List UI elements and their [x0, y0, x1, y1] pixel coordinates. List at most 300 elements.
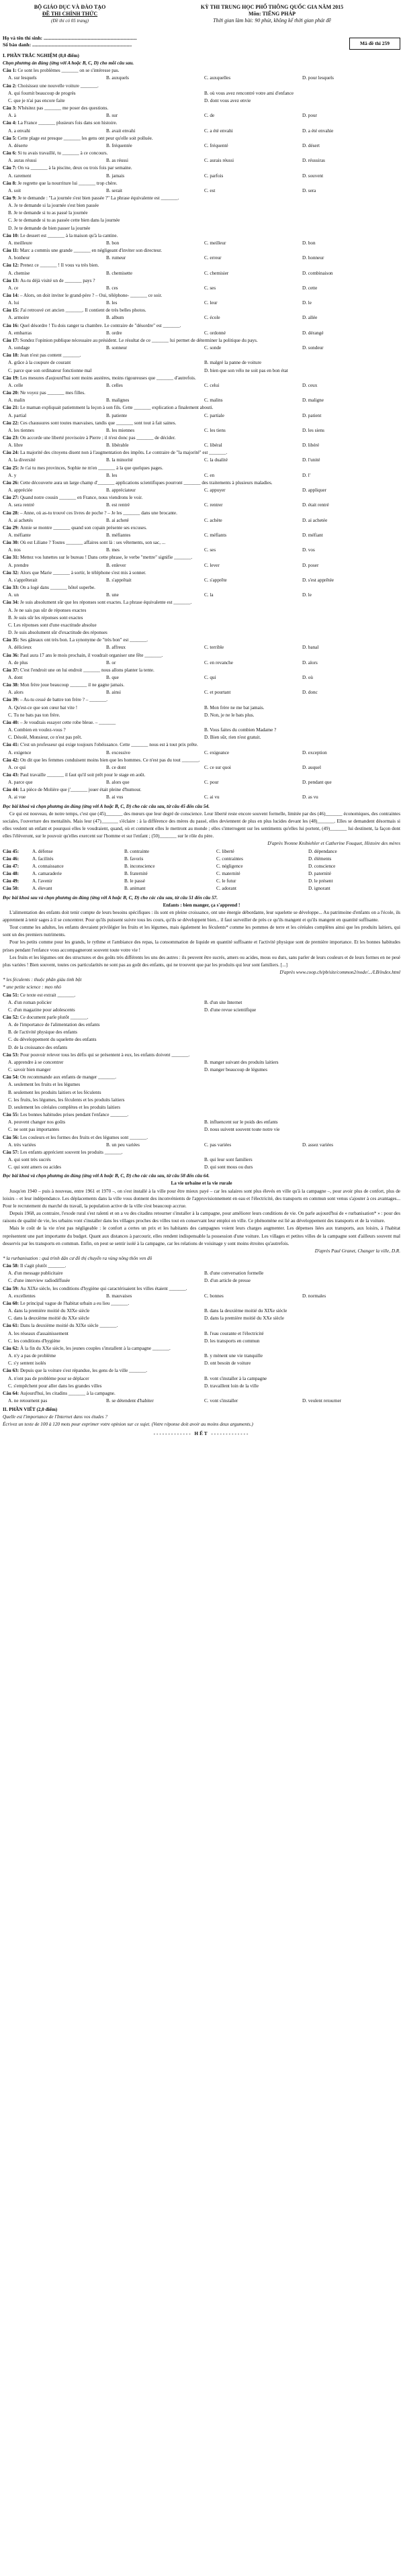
question-number: Câu 8: — [3, 180, 18, 186]
option-list — [3, 128, 400, 135]
question-number: Câu 10: — [3, 232, 20, 238]
question-number: Câu 57: — [3, 1149, 20, 1155]
passage3-title: La vie urbaine et la vie rurale — [171, 1181, 232, 1187]
question-line — [3, 375, 400, 382]
question-text: Ces chaussures sont toutes mauvaises, tandis que _______ sont tout à fait saines. — [19, 420, 177, 426]
answer-option: C. école — [204, 315, 220, 321]
question-number: Câu 33: — [3, 585, 20, 591]
question — [3, 757, 400, 772]
answer-option: B. la minorité — [106, 457, 133, 463]
option-list — [3, 779, 400, 786]
answer-option: B. méfiantes — [106, 533, 131, 538]
option-list — [3, 1270, 400, 1285]
answer-option: D. manger beaucoup de légumes — [204, 1067, 268, 1073]
answer-option: A. rarement — [8, 173, 32, 179]
question-text: Alors que Marie _______ à sortir, le téléphone s'est mis à sonner. — [19, 569, 146, 576]
header-right — [141, 4, 403, 24]
answer-option: C. Désolé, Monsieur, ce n'est pas prêt. — [8, 735, 82, 741]
answer-option: A. appréciée — [8, 488, 33, 494]
answer-option: B. jamais — [106, 173, 125, 179]
answer-option: B. est rentré — [106, 502, 130, 508]
answer-option: A. l'avenir — [32, 878, 53, 884]
question — [3, 322, 400, 337]
option-list — [3, 870, 400, 878]
question — [3, 539, 400, 554]
part2-heading: II. PHẦN VIẾT (2,0 điểm) — [3, 1407, 58, 1413]
option-list — [3, 1375, 400, 1390]
question-line — [3, 1345, 400, 1352]
question — [3, 667, 400, 682]
option-list — [3, 1081, 400, 1111]
question-text: La majorité des citoyens disent non à l'augmentation des impôts. Le contraire de "la majorité" est _______. — [19, 450, 228, 456]
question-number: Câu 11: — [3, 248, 20, 254]
question — [3, 682, 400, 696]
option-list — [3, 885, 400, 892]
option-list — [3, 502, 400, 509]
question-text: Pour pouvoir relever tous les défis qui se présentent à eux, les enfants doivent _______. — [19, 1052, 190, 1058]
answer-option: A. ai vue — [8, 794, 26, 800]
answer-option: B. qui leur sont familiers — [204, 1156, 253, 1162]
question — [3, 67, 400, 82]
passage1-instruction: Đọc bài khoá và chọn phương án đúng (ứng với A hoặc B, C, D) cho các câu sau, từ câu 45 đến câu 54. — [3, 803, 210, 809]
question-line — [3, 389, 400, 397]
question-line — [3, 584, 400, 592]
question — [3, 856, 400, 863]
candidate-name-line: Họ và tên thí sinh: .......................................................................... — [3, 35, 137, 41]
question-text: Mon frère joue beaucoup _______ il ne gagne jamais. — [19, 682, 125, 688]
question-line — [3, 180, 400, 187]
question — [3, 772, 400, 786]
question-number: Câu 7: — [3, 165, 18, 171]
answer-option: A. un — [8, 592, 19, 598]
question-number: Câu 23: — [3, 434, 20, 441]
option-list — [3, 285, 400, 292]
answer-option: C. pas variées — [204, 1142, 232, 1148]
answer-option: D. dérangé — [302, 330, 324, 336]
answer-option: B. chemisette — [106, 270, 133, 276]
question — [3, 165, 400, 179]
answer-option: B. or — [106, 659, 116, 665]
answer-option: A. malin — [8, 398, 26, 404]
answer-option: D. pour lesquels — [302, 75, 334, 81]
question-text: Il s'agit plutôt _______. — [19, 1263, 66, 1269]
answer-option: A. délicieux — [8, 645, 32, 651]
answer-option: C. adorant — [216, 886, 236, 892]
answer-option: B. appréciateur — [106, 488, 136, 494]
option-list — [3, 577, 400, 584]
answer-option: A. lui — [8, 300, 19, 306]
question-text: On dit que les femmes conduisent moins bien que les hommes. Ce n'est pas du tout _______. — [19, 757, 200, 763]
question-number: Câu 30: — [3, 540, 20, 546]
question-text: Ce sont les problèmes _______ on se s'intéresse pas. — [17, 68, 120, 74]
question-number: Câu 45: — [3, 848, 19, 854]
option-list — [3, 359, 400, 374]
exam-code-box: Mã đề thi 259 — [349, 38, 400, 50]
option-list — [3, 187, 400, 195]
answer-option: D. était rentré — [302, 502, 329, 508]
answer-option: B. que — [106, 674, 119, 680]
passage3-paragraph: Jusqu'en 1940 – puis à nouveau, entre 1961 et 1970 –, on s'est installé à la ville pour être mieux payé – car les salaires sont plus élevés en ville qu'à la campagne –, pour avoir plus de confort, plus de loisirs – et leur indépendance. Les déplacements dans la ville vous donnent des inconvénients de l'approvisionnement en eau et l'électricité, des transports en commun sont venus s'ajouter à ces avantages... Pour le recrutement du marché du travail, la population active de la ville s'est beaucoup accrue. — [3, 1188, 400, 1209]
question-number: Câu 16: — [3, 322, 20, 328]
question-text: On recommande aux enfants de manger _______. — [19, 1074, 117, 1080]
option-list — [3, 704, 400, 719]
question-line — [3, 696, 400, 704]
answer-option: B. ce dont — [106, 764, 126, 770]
answer-option: C. erreur — [204, 255, 222, 261]
official-label: ĐỀ THI CHÍNH THỨC — [42, 11, 98, 17]
question-line — [3, 83, 400, 90]
question-text: On accorde une liberté provisoire à Pierre ; il n'est donc pas _______ de décider. — [19, 434, 176, 441]
answer-option: B. fréquentée — [106, 142, 132, 148]
writing-instructions: Écrivez un texte de 100 à 120 mots pour exprimer votre opinion sur ce sujet. (Votre réponse doit avoir au moins deux arguments.) — [3, 1422, 253, 1428]
option-list — [3, 472, 400, 479]
question — [3, 120, 400, 134]
option-list — [3, 270, 400, 277]
question-text: Aujourd'hui, les citadins _______ à la campagne. — [19, 1390, 116, 1396]
answer-option: B. inconscience — [124, 863, 155, 869]
question-line — [3, 1390, 400, 1397]
answer-option: D. d'une revue scientifique — [204, 1007, 257, 1013]
answer-option: D. Je te demande de bien passer la journée — [8, 225, 91, 231]
exam-title: KỲ THI TRUNG HỌC PHỔ THÔNG QUỐC GIA NĂM 2015 — [200, 4, 344, 10]
answer-option: A. ce — [8, 285, 19, 291]
question-text: J'ai retrouvé cet ancien _______. Il contient de très belles photos. — [19, 308, 146, 314]
question-number: Câu 36: — [3, 652, 20, 658]
question-text: Les couleurs et les formes des fruits et des légumes sont _______. — [19, 1134, 148, 1140]
answer-option: D. travaillent loin de la ville — [204, 1383, 259, 1389]
answer-option: D. allée — [302, 315, 318, 321]
answer-option: A. très variées — [8, 1142, 36, 1148]
answer-option: C. ses — [204, 547, 216, 553]
question — [3, 652, 400, 667]
question-line — [3, 322, 400, 330]
question-line — [3, 1149, 400, 1156]
question-text: Le maman expliquait patiemment la leçon à son fils. Cette _______ explication a finalement abouti. — [19, 405, 214, 411]
answer-option: C. d'un magazine pour adolescents — [8, 1007, 75, 1013]
answer-option: D. souvent — [302, 173, 324, 179]
question-line — [3, 772, 400, 779]
question-number: Câu 4: — [3, 120, 18, 126]
answer-option: D. réussiras — [302, 158, 325, 164]
question — [3, 479, 400, 494]
question — [3, 1014, 400, 1052]
answer-option: D. banal — [302, 645, 319, 651]
answer-option: B. bon — [106, 240, 120, 246]
question-text: Choisissez une nouvelle voiture _______. — [17, 83, 99, 89]
answer-option: A. d'un roman policier — [8, 999, 52, 1005]
question — [3, 307, 400, 322]
answer-option: C. et pourtant — [204, 690, 231, 696]
answer-option: D. dépendance — [308, 848, 337, 854]
answer-option: A. d'un message publicitaire — [8, 1271, 63, 1277]
answer-option: B. manger suivant des produits laitiers — [204, 1059, 279, 1065]
answer-option: D. combinaison — [302, 270, 333, 276]
option-list — [3, 412, 400, 420]
question — [3, 569, 400, 584]
answer-option: C. les fruits, les légumes, les féculents et les produits laitiers — [8, 1097, 125, 1103]
question-text: Jean n'est pas content _______. — [19, 353, 81, 359]
answer-option: C. les tiens — [204, 427, 226, 433]
answer-option: A. dans la première moitié du XIXe siècle — [8, 1308, 90, 1314]
question-line — [3, 404, 400, 412]
answer-option: D. cette — [302, 285, 318, 291]
answer-option: D. poser — [302, 562, 319, 568]
option-list — [3, 330, 400, 337]
answer-option: A. apprendre à se concentrer — [8, 1059, 64, 1065]
answer-option: B. serait — [106, 187, 122, 193]
option-list — [3, 659, 400, 667]
option-list — [3, 1142, 400, 1149]
answer-option: A. soit — [8, 187, 21, 193]
question-text: Je t'ai tu mes provinces, Sophie ne m'en _______ à la que quelques pages. — [19, 465, 163, 471]
answer-option: C. le futur — [216, 878, 236, 884]
question — [3, 420, 400, 434]
answer-option: B. ordre — [106, 330, 122, 336]
question-number: Câu 58: — [3, 1263, 20, 1269]
answer-option: A. les tiennes — [8, 427, 34, 433]
answer-option: A. Qu'est-ce que son cœur bat vite ! — [8, 704, 78, 710]
passage3-instruction: Đọc bài khoá và chọn phương án đúng (ứng với A hoặc B, C, D) cho các câu sau, từ câu 58 đến câu 64. — [3, 1173, 210, 1179]
answer-option: B. seulement les produits laitiers et les féculents — [8, 1089, 101, 1095]
answer-option: D. appliquer — [302, 488, 326, 494]
option-list — [3, 75, 400, 82]
option-list — [3, 848, 400, 856]
answer-option: D. as vu — [302, 794, 318, 800]
question-line — [3, 494, 400, 502]
question-text: Le principal vague de l'habitat urbain a eu lieu _______. — [19, 1300, 130, 1306]
question-text: La pièce de Molière que j'_______ jouer était pleine d'humour. — [19, 787, 142, 793]
answer-option: D. ignorant — [308, 886, 330, 892]
answer-option: C. aurais réussi — [204, 158, 234, 164]
answer-option: C. la — [204, 592, 214, 598]
answer-option: D. les transports en commun — [204, 1338, 260, 1344]
question-number: Câu 9: — [3, 195, 18, 201]
option-list — [3, 878, 400, 885]
answer-option: C. ai vu — [204, 794, 220, 800]
question — [3, 696, 400, 719]
question-text: On va _______ à la piscine, deux ou trois fois par semaine. — [17, 165, 132, 171]
answer-option: B. alors que — [106, 780, 130, 786]
option-list — [3, 157, 400, 165]
question-number: Câu 54: — [3, 1074, 20, 1080]
answer-option: B. affreux — [106, 645, 126, 651]
option-list — [3, 382, 400, 389]
answer-option: B. malgré la panne de voiture — [204, 360, 262, 366]
answer-option: D. où — [302, 674, 313, 680]
answer-option: D. patient — [302, 412, 322, 418]
option-list — [3, 1352, 400, 1367]
question — [3, 352, 400, 374]
question-number: Câu 59: — [3, 1285, 20, 1291]
option-list — [3, 607, 400, 637]
question-line — [3, 1134, 400, 1142]
answer-option: C. auxquelles — [204, 75, 231, 81]
answer-option: A. facilités — [32, 856, 54, 862]
question-number: Câu 63: — [3, 1368, 20, 1374]
option-list — [3, 112, 400, 120]
question-line — [3, 292, 400, 300]
question-number: Câu 50: — [3, 886, 19, 892]
question — [3, 786, 400, 801]
answer-option: A. seulement les fruits et les légumes — [8, 1082, 81, 1088]
answer-option: B. mes — [106, 547, 120, 553]
answer-option: D. a été envahie — [302, 128, 334, 134]
answer-option: D. Je suis absolument sûr d'exactitude des réponses — [8, 630, 107, 636]
answer-option: C. ordonné — [204, 330, 226, 336]
question — [3, 1345, 400, 1367]
question-line — [3, 1367, 400, 1375]
answer-option: D. honneur — [302, 255, 324, 261]
option-list — [3, 644, 400, 651]
answer-option: C. ne sont pas importantes — [8, 1127, 60, 1133]
question-text: – Alors, on doit inviter le grand-père ? – Oui, téléphone- _______ ce soir. — [19, 293, 163, 298]
option-list — [3, 727, 400, 741]
answer-option: A. libre — [8, 443, 23, 449]
question — [3, 1149, 400, 1171]
question-text: Les bonnes habitudes prises pendant l'enfance _______. — [19, 1112, 129, 1118]
question-number: Câu 31: — [3, 555, 20, 561]
question-line — [3, 434, 400, 442]
question-text: – As-tu cessé de battre ton frère ? – _______. — [19, 697, 108, 703]
question-line — [3, 232, 400, 240]
answer-option: A. qui sont très sucrés — [8, 1156, 51, 1162]
answer-option: B. dans la deuxième moitié du XIXe siècle — [204, 1308, 287, 1314]
question-number: Câu 48: — [3, 871, 19, 877]
answer-option: C. sonde — [204, 345, 222, 351]
answer-option: C. terrible — [204, 645, 224, 651]
part1-heading: I. PHẦN TRẮC NGHIỆM (8,0 điểm) — [3, 53, 79, 58]
answer-option: D. alors — [302, 659, 318, 665]
answer-option: C. de — [204, 113, 215, 119]
passage1-text: Ce qui est nouveau, de notre temps, c'est que (45)_______ des mœurs que leur degré de conscience. Leur liberté reste encore souvent formelle, limitée par des (46)_______ économiques, des contraintes sociales, l'ouverture des mentalités. Mais leur (47)_______ s'éclaire : à la différence des mères du passé, elles deviennent de plus en plus lucides devant les (48)_______. Elles se demandent désormais si elles veulent un enfant et pourquoi elles le voudraient, quand, où et comment elles le mettront au monde ; elles s'interrogent sur les sentiments qu'elles lui portent, (49)_______ lui destinent, la façon dont elles l'élèveront, sur le pouvoir qu'elles exercent sur l'homme et sur l'enfant ; (50)_______ sur le rôle du père. — [3, 811, 400, 839]
option-list — [3, 255, 400, 262]
answer-option: D. le — [302, 592, 312, 598]
question-number: Câu 26: — [3, 479, 20, 486]
question-text: Le dessert est _______ à la maison qu'à la cantine. — [19, 232, 118, 238]
answer-option: B. libérable — [106, 443, 129, 449]
answer-option: B. les — [106, 300, 118, 306]
question-text: C'est l'endroit une on lui endroit _______ nous allons planter la tente. — [19, 667, 154, 673]
answer-option: C. a été envahi — [204, 128, 233, 134]
option-list — [3, 344, 400, 352]
question — [3, 105, 400, 120]
question-number: Câu 12: — [3, 263, 20, 269]
question-text: Je te demande : "La journée s'est bien passée ?" La phrase équivalente est _______. — [17, 195, 179, 201]
answer-option: A. la diversité — [8, 457, 36, 463]
question-line — [3, 1014, 400, 1021]
question-text: N'hésitez pas _______ me poser des questions. — [17, 105, 109, 111]
answer-option: A. sur lesquels — [8, 75, 37, 81]
question-line — [3, 524, 400, 532]
question-line — [3, 277, 400, 285]
question — [3, 83, 400, 105]
answer-option: A. n'ont pas de problème pour se déplacer — [8, 1375, 89, 1381]
question-number: Câu 62: — [3, 1345, 20, 1351]
question — [3, 1390, 400, 1405]
answer-option: C. chemisier — [204, 270, 229, 276]
answer-option: D. bon — [302, 240, 316, 246]
answer-option: A. auras réussi — [8, 158, 37, 164]
question — [3, 848, 400, 856]
question — [3, 584, 400, 599]
question-line — [3, 479, 400, 487]
answer-option: D. vos — [302, 547, 315, 553]
question-line — [3, 1111, 400, 1119]
question-number: Câu 28: — [3, 510, 20, 516]
answer-option: C. en — [204, 472, 215, 478]
answer-option: B. malignes — [106, 398, 130, 404]
answer-option: D. le — [302, 300, 312, 306]
answer-option: A. déserte — [8, 142, 28, 148]
question — [3, 878, 400, 885]
candidate-number-line: Số báo danh: ............................................................................... — [3, 42, 132, 48]
answer-option: A. Je ne sais pas sûr de réponses exactes — [8, 607, 87, 613]
question-number: Câu 43: — [3, 772, 20, 778]
answer-option: C. du développement du squelette des enfants — [8, 1037, 97, 1043]
answer-option: C. partiale — [204, 412, 224, 418]
question-text: Marc a commis une grande _______ en négligeant d'inviter son directeur. — [19, 248, 163, 254]
question-number: Câu 2: — [3, 83, 18, 89]
answer-option: B. celles — [106, 382, 123, 388]
question-number: Câu 49: — [3, 878, 19, 884]
question — [3, 510, 400, 524]
answer-option: B. se détendent d'habiter — [106, 1397, 154, 1404]
answer-option: C. Les réponses sont d'une exactitude absolue — [8, 622, 97, 628]
writing-prompt: Quelle est l'importance de l'Internet dans vos études ? — [3, 1414, 107, 1420]
question — [3, 337, 400, 352]
question-number: Câu 52: — [3, 1015, 20, 1020]
answer-option: D. exception — [302, 749, 327, 755]
passage2-gloss: * les féculents : thuộc phân giàu tinh bột — [3, 977, 82, 983]
option-list — [3, 674, 400, 682]
question-line — [3, 652, 400, 659]
question-number: Câu 40: — [3, 719, 20, 725]
option-list — [3, 1307, 400, 1322]
answer-option: D. éléments — [308, 856, 332, 862]
answer-option: A. meilleure — [8, 240, 32, 246]
question-number: Câu 37: — [3, 667, 20, 673]
question — [3, 1262, 400, 1285]
question-text: Quand notre cousin _______ en France, nous viendrons le voir. — [19, 495, 143, 501]
answer-option: A. de plus — [8, 659, 28, 665]
answer-option: C. leur — [204, 300, 218, 306]
question — [3, 389, 400, 404]
question-line — [3, 637, 400, 644]
option-list — [3, 202, 400, 232]
answer-option: A. celle — [8, 382, 24, 388]
question-number: Câu 1: — [3, 68, 18, 74]
answer-option: C. appuyer — [204, 488, 226, 494]
answer-option: B. fraternité — [124, 871, 148, 877]
question-line — [3, 992, 400, 999]
option-list — [3, 1330, 400, 1345]
question-text: Ce document parle plutôt _______. — [19, 1015, 89, 1020]
question — [3, 180, 400, 195]
answer-option: C. malins — [204, 398, 223, 404]
question-number: Câu 22: — [3, 420, 20, 426]
answer-option: A. n'y a pas de problème — [8, 1353, 56, 1359]
answer-option: B. s'apprêtait — [106, 577, 132, 583]
question-text: On a logé dans _______ hôtel superbe. — [19, 585, 95, 591]
question-number: Câu 41: — [3, 742, 20, 748]
option-list — [3, 1397, 400, 1405]
answer-option: C. achète — [204, 517, 222, 523]
answer-option: D. dont vous avez envie — [204, 97, 251, 103]
question-line — [3, 1052, 400, 1059]
answer-option: B. enlever — [106, 562, 126, 568]
option-list — [3, 397, 400, 404]
answer-option: A. qui fournit beaucoup de progrès — [8, 90, 76, 96]
